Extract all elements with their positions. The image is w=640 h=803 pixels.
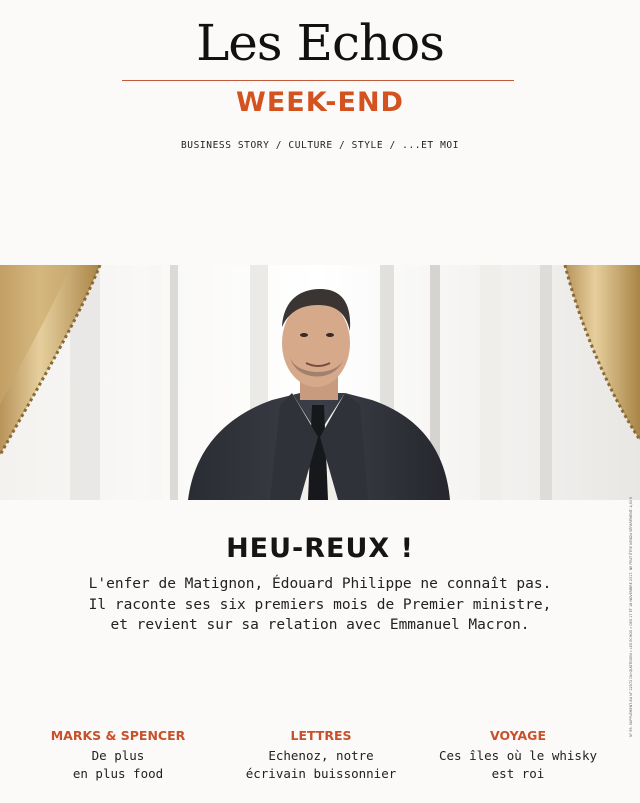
teaser-line: écrivain buissonnier <box>245 766 397 781</box>
cover-dek <box>60 574 580 636</box>
teaser-line: Ces îles où le whisky <box>438 748 598 763</box>
dek-line: Il raconte ses six premiers mois de Premier ministre, <box>88 596 552 613</box>
dek-line: et revient sur sa relation avec Emmanuel Macron. <box>110 617 530 633</box>
teaser-title: VOYAGE <box>490 728 546 743</box>
teaser-line: est roi <box>491 766 545 781</box>
section-list: BUSINESS STORY / CULTURE / STYLE / ...ET MOI <box>180 140 460 151</box>
cover-headline: HEU-REUX ! <box>226 533 414 564</box>
teaser-title: LETTRES <box>290 728 352 743</box>
teaser-lettres <box>216 728 426 783</box>
teaser-line: en plus food <box>72 766 164 781</box>
teaser-marks-spencer <box>13 728 223 783</box>
legal-side-note: N° 95. SUPPLÉMENT AU N° 22572 DU QUOTIDIEN « LES ECHOS » DES 17 ET 18 NOVEMBRE 2017. NE PEUT ÊTRE VENDU SÉPARÉMENT. 4,50 € <box>629 496 633 737</box>
masthead-rule <box>122 80 514 81</box>
dek-line: L'enfer de Matignon, Édouard Philippe ne connaît pas. <box>88 576 552 592</box>
teaser-voyage <box>413 728 623 783</box>
teaser-text <box>413 747 623 783</box>
cover-photo <box>0 265 640 500</box>
teaser-text <box>216 747 426 783</box>
teaser-line: Echenoz, notre <box>268 748 374 763</box>
week-end-supplement-title: WEEK-END <box>236 87 404 118</box>
teaser-title: MARKS & SPENCER <box>50 728 186 743</box>
teaser-line: De plus <box>91 748 145 763</box>
les-echos-logo: Les Echos <box>196 14 444 72</box>
logo-block <box>0 14 640 72</box>
teaser-text <box>13 747 223 783</box>
